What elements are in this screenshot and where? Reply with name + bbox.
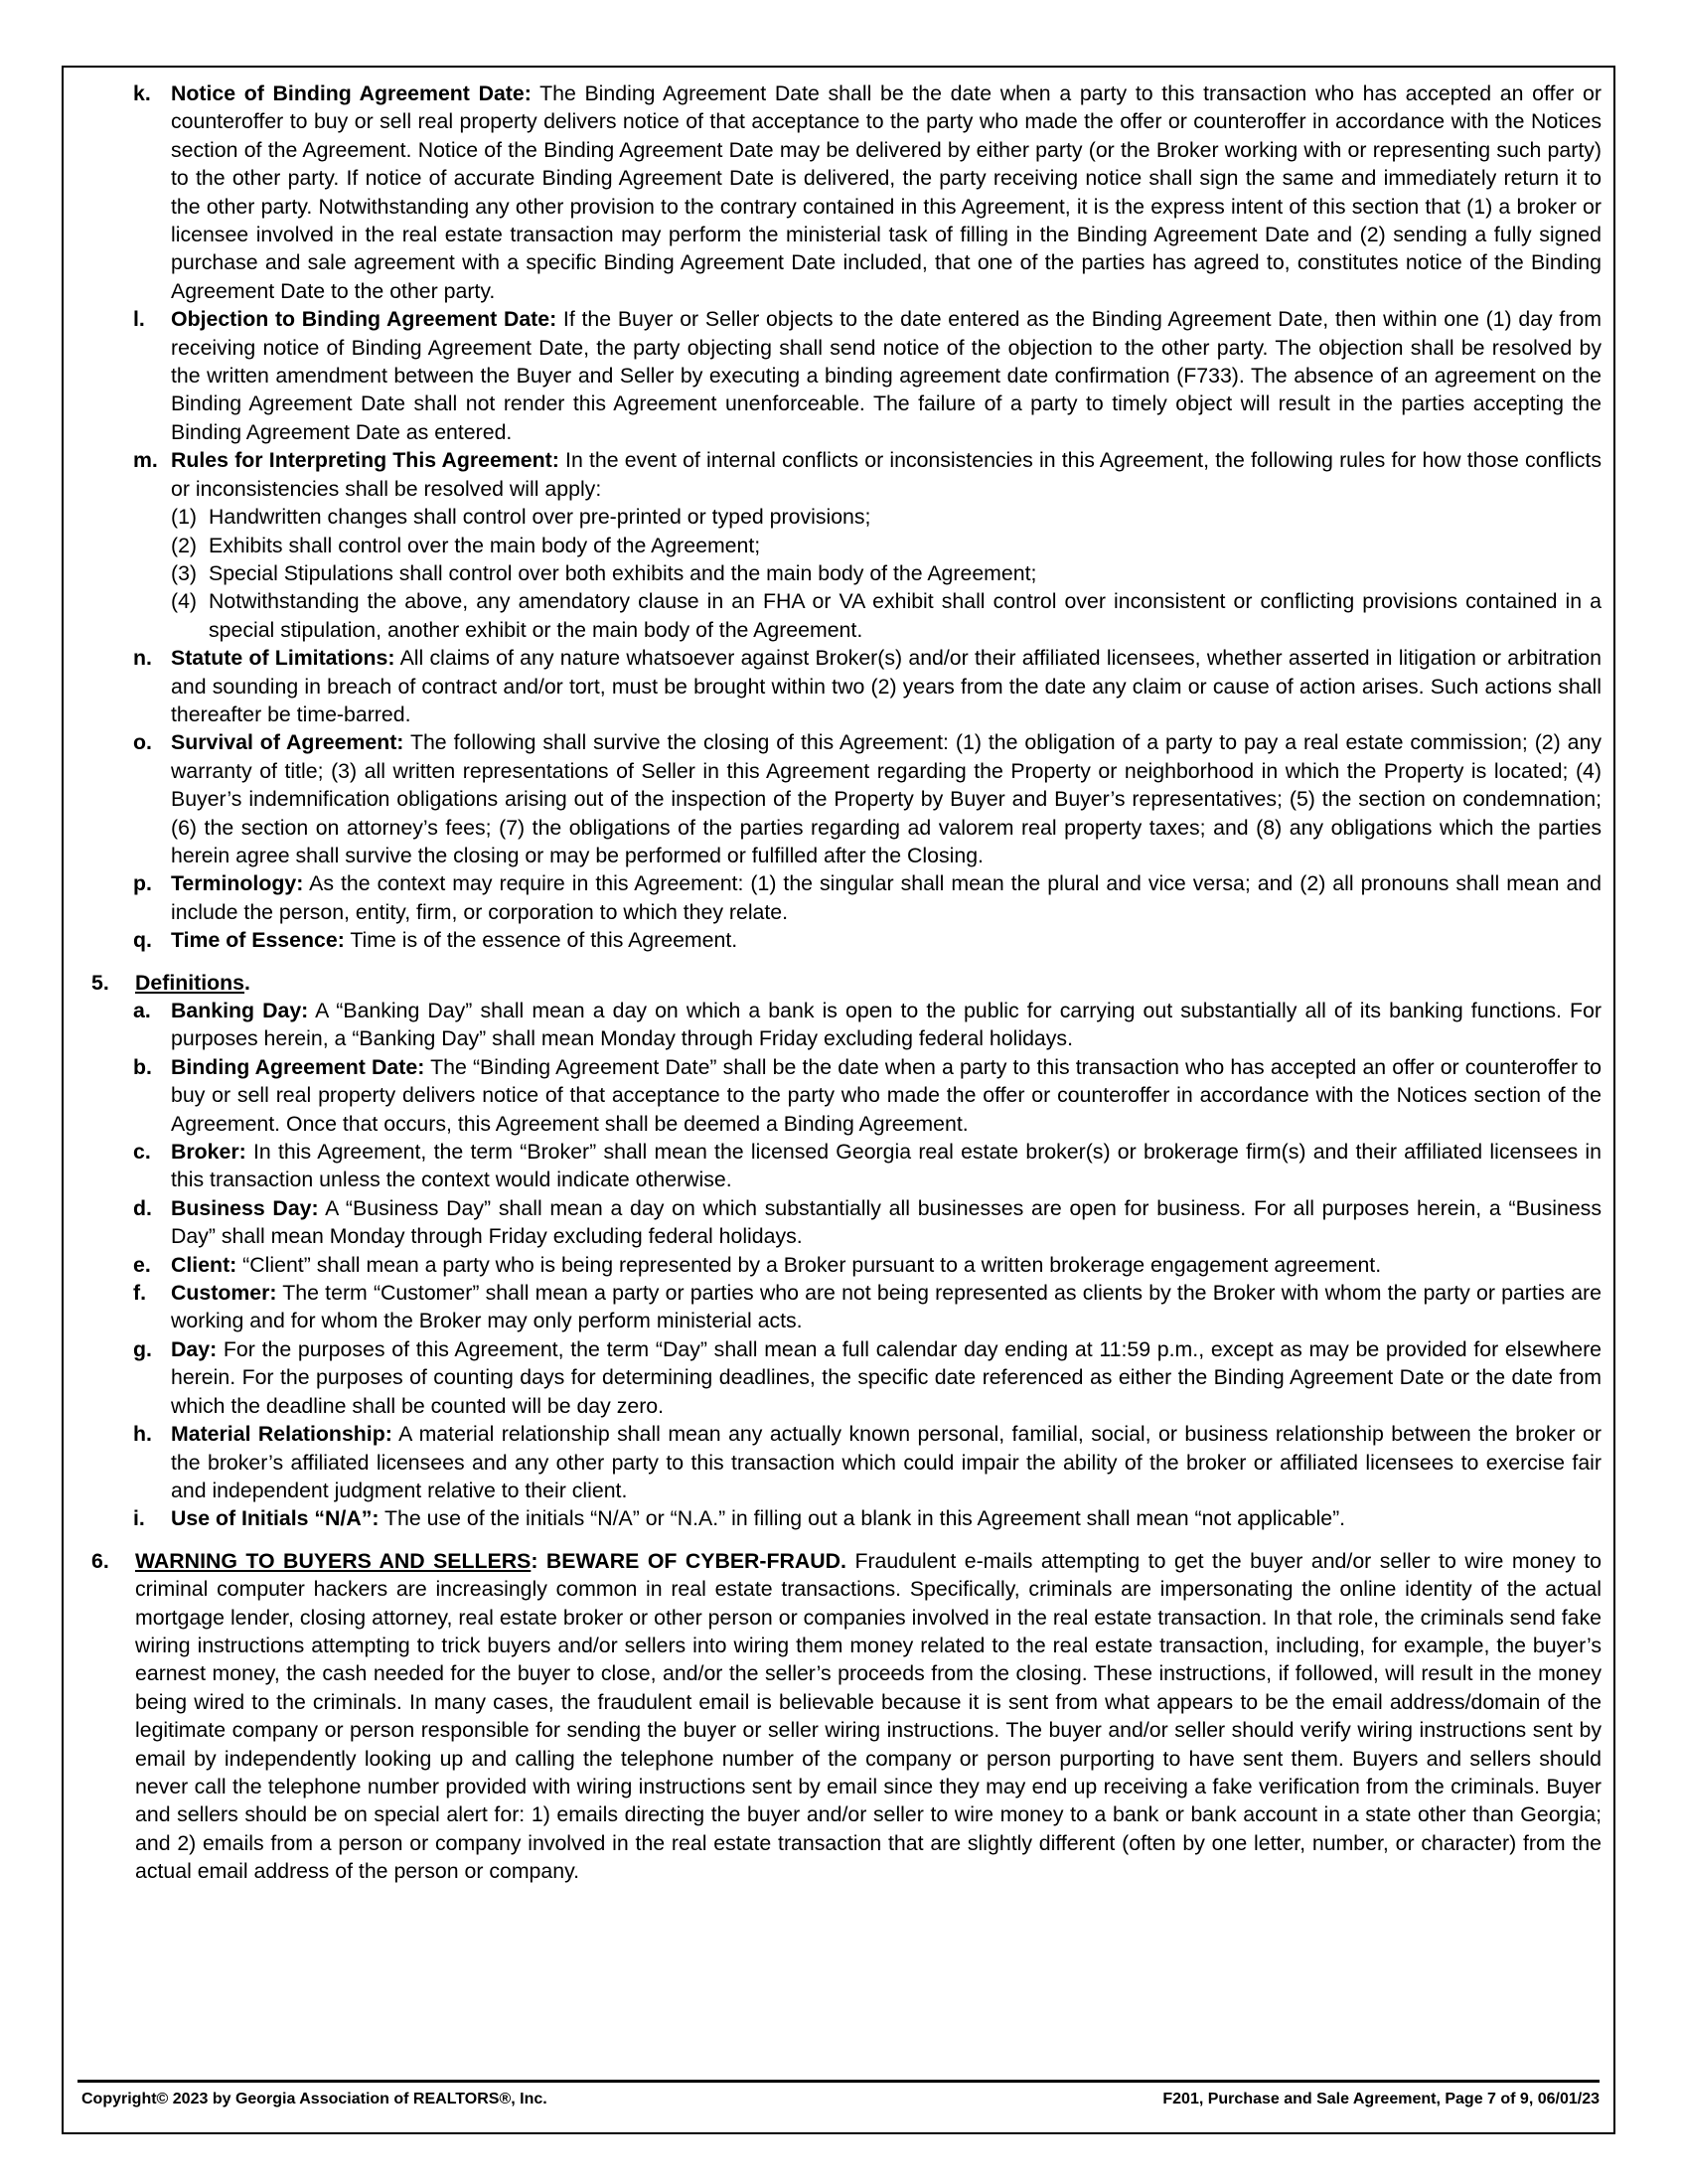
clause-body: A material relationship shall mean any actually known personal, familial, social, or business relationship between the broker or the broker’s affiliated licensees and any other party to this transaction which could impair the ability of the broker or affiliated licensees to exercise fair and independent judgment relative to their client. xyxy=(171,1422,1602,1502)
clause-marker: h. xyxy=(133,1422,152,1447)
clause-title: Time of Essence: xyxy=(171,928,345,953)
clause-marker: a. xyxy=(133,999,151,1022)
clause-o xyxy=(91,728,1602,869)
clause-body: In the event of internal conflicts or inconsistencies in this Agreement, the following rules for how those conflicts or inconsistencies shall be resolved will apply: xyxy=(171,448,1602,501)
clause-marker: o. xyxy=(133,730,152,755)
section-number: 6. xyxy=(91,1548,109,1573)
rule-item xyxy=(171,587,1602,644)
clause-body: All claims of any nature whatsoever against Broker(s) and/or their affiliated licensees, whether asserted in litigation or arbitration and sounding in breach of contract and/or tort, must be brought within two (2) years from the date any claim or cause of action arises. Such actions shall thereafter be time-barred. xyxy=(171,646,1602,726)
clause-marker: f. xyxy=(133,1281,147,1306)
definition-f xyxy=(91,1279,1602,1335)
clause-body: If the Buyer or Seller objects to the date entered as the Binding Agreement Date, then within one (1) day from receiving notice of Binding Agreement Date, the party objecting shall send notice of the objection to the other party. The objection shall be resolved by the written amendment between the Buyer and Seller by executing a binding agreement date confirmation (F733). The absence of an agreement on the Binding Agreement Date shall not render this Agreement unenforceable. The failure of a party to timely object will result in the parties accepting the Binding Agreement Date as entered. xyxy=(171,307,1602,444)
clause-marker: p. xyxy=(133,871,152,896)
definition-i xyxy=(91,1504,1602,1532)
section-title: WARNING TO BUYERS AND SELLERS xyxy=(135,1548,532,1573)
clause-p xyxy=(91,869,1602,926)
clause-title: Broker: xyxy=(171,1140,246,1165)
rule-text: Handwritten changes shall control over pre-printed or typed provisions; xyxy=(209,505,871,530)
clause-title: Use of Initials “N/A”: xyxy=(171,1506,380,1531)
definition-a xyxy=(91,997,1602,1053)
clause-marker: c. xyxy=(133,1140,151,1165)
clause-title: Notice of Binding Agreement Date: xyxy=(171,81,532,105)
clause-marker: i. xyxy=(133,1506,145,1531)
clause-marker: e. xyxy=(133,1252,151,1277)
rule-text: Notwithstanding the above, any amendatory clause in an FHA or VA exhibit shall control over inconsistent or conflicting provisions contained in a special stipulation, another exhibit or the main body of the Agreement. xyxy=(209,589,1602,642)
definition-g xyxy=(91,1335,1602,1420)
clause-body: “Client” shall mean a party who is being represented by a Broker pursuant to a written brokerage engagement agreement. xyxy=(236,1252,1382,1277)
clause-marker: n. xyxy=(133,646,152,671)
clause-body: Time is of the essence of this Agreement. xyxy=(344,928,738,953)
section-title: Definitions xyxy=(135,970,245,995)
rule-number: (1) xyxy=(171,505,198,530)
clause-title: Terminology: xyxy=(171,871,304,896)
clause-title: Binding Agreement Date: xyxy=(171,1054,425,1079)
definition-h xyxy=(91,1420,1602,1504)
clause-body: The following shall survive the closing of this Agreement: (1) the obligation of a party to pay a real estate commission; (2) any warranty of title; (3) all written representations of Seller in this Agreement regarding the Property or neighborhood in which the Property is located; (4) Buyer’s indemnification obligations arising out of the inspection of the Property by Buyer and Buyer’s representatives; (5) the section on condemnation; (6) the section on attorney’s fees; (7) the obligations of the parties regarding ad valorem real property taxes; and (8) any obligations which the parties herein agree shall survive the closing or may be performed or fulfilled after the Closing. xyxy=(171,730,1602,867)
clause-marker: k. xyxy=(133,81,151,105)
clause-body: The Binding Agreement Date shall be the date when a party to this transaction who has accepted an offer or counteroffer to buy or sell real property delivers notice of that acceptance to the party who made the offer or counteroffer in accordance with the Notices section of the Agreement. Notice of the Binding Agreement Date may be delivered by either party (or the Broker working with or representing such party) to the other party. If notice of accurate Binding Agreement Date is delivered, the party receiving notice shall sign the same and immediately return it to the other party. Notwithstanding any other provision to the contrary contained in this Agreement, it is the express intent of this section that (1) a broker or licensee involved in the real estate transaction may perform the ministerial task of filling in the Binding Agreement Date and (2) sending a fully signed purchase and sale agreement with a specific Binding Agreement Date included, that one of the parties has agreed to, constitutes notice of the Binding Agreement Date to the other party. xyxy=(171,81,1602,303)
clause-l xyxy=(91,305,1602,446)
clause-title: Objection to Binding Agreement Date: xyxy=(171,307,557,332)
clause-title: Day: xyxy=(171,1336,218,1361)
rule-item xyxy=(171,532,1602,559)
clause-marker: q. xyxy=(133,928,152,953)
section-body: Fraudulent e-mails attempting to get the buyer and/or seller to wire money to criminal computer hackers are increasingly common in real estate transactions. Specifically, criminals are impersonating the online identity of the actual mortgage lender, closing attorney, real estate broker or other person or companies involved in the real estate transaction. In that role, the criminals send fake wiring instructions attempting to trick buyers and/or sellers into wiring them money related to the real estate transaction, including, for example, the buyer’s earnest money, the cash needed for the buyer to close, and/or the seller’s proceeds from the closing. These instructions, if followed, will result in the money being wired to the criminals. In many cases, the fraudulent email is believable because it is sent from what appears to be the email address/domain of the legitimate company or person responsible for sending the buyer or seller wiring instructions. The buyer and/or seller should verify wiring instructions sent by email by independently looking up and calling the telephone number of the company or person purporting to have sent them. Buyers and sellers should never call the telephone number provided with wiring instructions sent by email since they may end up receiving a fake verification from the criminals. Buyer and sellers should be on special alert for: 1) emails directing the buyer and/or seller to wire money to a bank or bank account in a state other than Georgia; and 2) emails from a person or company involved in the real estate transaction that are slightly different (often by one letter, number, or character) from the actual email address of the person or company. xyxy=(135,1548,1602,1884)
section-5-heading xyxy=(91,969,1602,997)
section-subtitle: : BEWARE OF CYBER-FRAUD. xyxy=(531,1548,846,1573)
clause-body: For the purposes of this Agreement, the term “Day” shall mean a full calendar day ending at 11:59 p.m., except as may be provided for elsewhere herein. For the purposes of counting days for determining deadlines, the specific date referenced as either the Binding Agreement Date or the date from which the deadline shall be counted will be day zero. xyxy=(171,1336,1602,1418)
definition-c xyxy=(91,1138,1602,1194)
clause-q xyxy=(91,926,1602,954)
rule-number: (3) xyxy=(171,560,198,585)
clause-body: The use of the initials “N/A” or “N.A.” in filling out a blank in this Agreement shall mean “not applicable”. xyxy=(379,1506,1346,1531)
clause-body: A “Banking Day” shall mean a day on which a bank is open to the public for carrying out substantially all of its banking functions. For purposes herein, a “Banking Day” shall mean Monday through Friday excluding federal holidays. xyxy=(171,999,1602,1051)
clause-m xyxy=(91,446,1602,644)
section-6 xyxy=(91,1547,1602,1886)
document-body xyxy=(91,79,1602,1886)
footer-rule xyxy=(77,2080,1600,2083)
definition-d xyxy=(91,1194,1602,1251)
clause-title: Banking Day: xyxy=(171,999,309,1022)
clause-body: A “Business Day” shall mean a day on which substantially all businesses are open for business. For all purposes herein, a “Business Day” shall mean Monday through Friday excluding federal holidays. xyxy=(171,1195,1602,1249)
clause-title: Material Relationship: xyxy=(171,1422,392,1447)
clause-marker: g. xyxy=(133,1336,152,1361)
rule-item xyxy=(171,503,1602,531)
section-number: 5. xyxy=(91,970,109,995)
rule-text: Special Stipulations shall control over both exhibits and the main body of the Agreement; xyxy=(209,560,1037,585)
clause-body: The “Binding Agreement Date” shall be the date when a party to this transaction who has accepted an offer or counteroffer to buy or sell real property delivers notice of that acceptance to the party who made the offer or counteroffer in accordance with the Notices section of the Agreement. Once that occurs, this Agreement shall be deemed a Binding Agreement. xyxy=(171,1054,1603,1136)
clause-body: As the context may require in this Agreement: (1) the singular shall mean the plural and vice versa; and (2) all pronouns shall mean and include the person, entity, firm, or corporation to which they relate. xyxy=(171,871,1602,924)
rule-item xyxy=(171,559,1602,587)
clause-title: Business Day: xyxy=(171,1195,319,1220)
clause-k xyxy=(91,79,1602,305)
clause-body: The term “Customer” shall mean a party or parties who are not being represented as clients by the Broker with whom the party or parties are working and for whom the Broker may only perform ministerial acts. xyxy=(171,1281,1602,1333)
definition-e xyxy=(91,1251,1602,1279)
section-title-period: . xyxy=(244,970,250,995)
clause-title: Statute of Limitations: xyxy=(171,646,395,671)
clause-marker: m. xyxy=(133,448,158,473)
definition-b xyxy=(91,1053,1602,1138)
clause-title: Customer: xyxy=(171,1281,277,1306)
clause-title: Survival of Agreement: xyxy=(171,730,404,755)
form-page-info: F201, Purchase and Sale Agreement, Page 7 of 9, 06/01/23 xyxy=(1162,2091,1600,2107)
rule-number: (4) xyxy=(171,589,198,614)
clause-marker: d. xyxy=(133,1195,152,1220)
clause-marker: l. xyxy=(133,307,145,332)
clause-body: In this Agreement, the term “Broker” shall mean the licensed Georgia real estate broker(s) or brokerage firm(s) and their affiliated licensees in this transaction unless the context would indicate otherwise. xyxy=(171,1140,1602,1192)
clause-n xyxy=(91,644,1602,728)
clause-title: Rules for Interpreting This Agreement: xyxy=(171,448,559,473)
copyright-notice: Copyright© 2023 by Georgia Association of REALTORS®, Inc. xyxy=(81,2091,547,2107)
clause-marker: b. xyxy=(133,1054,152,1079)
rule-text: Exhibits shall control over the main body of the Agreement; xyxy=(209,533,761,557)
clause-title: Client: xyxy=(171,1252,237,1277)
rule-number: (2) xyxy=(171,533,198,557)
